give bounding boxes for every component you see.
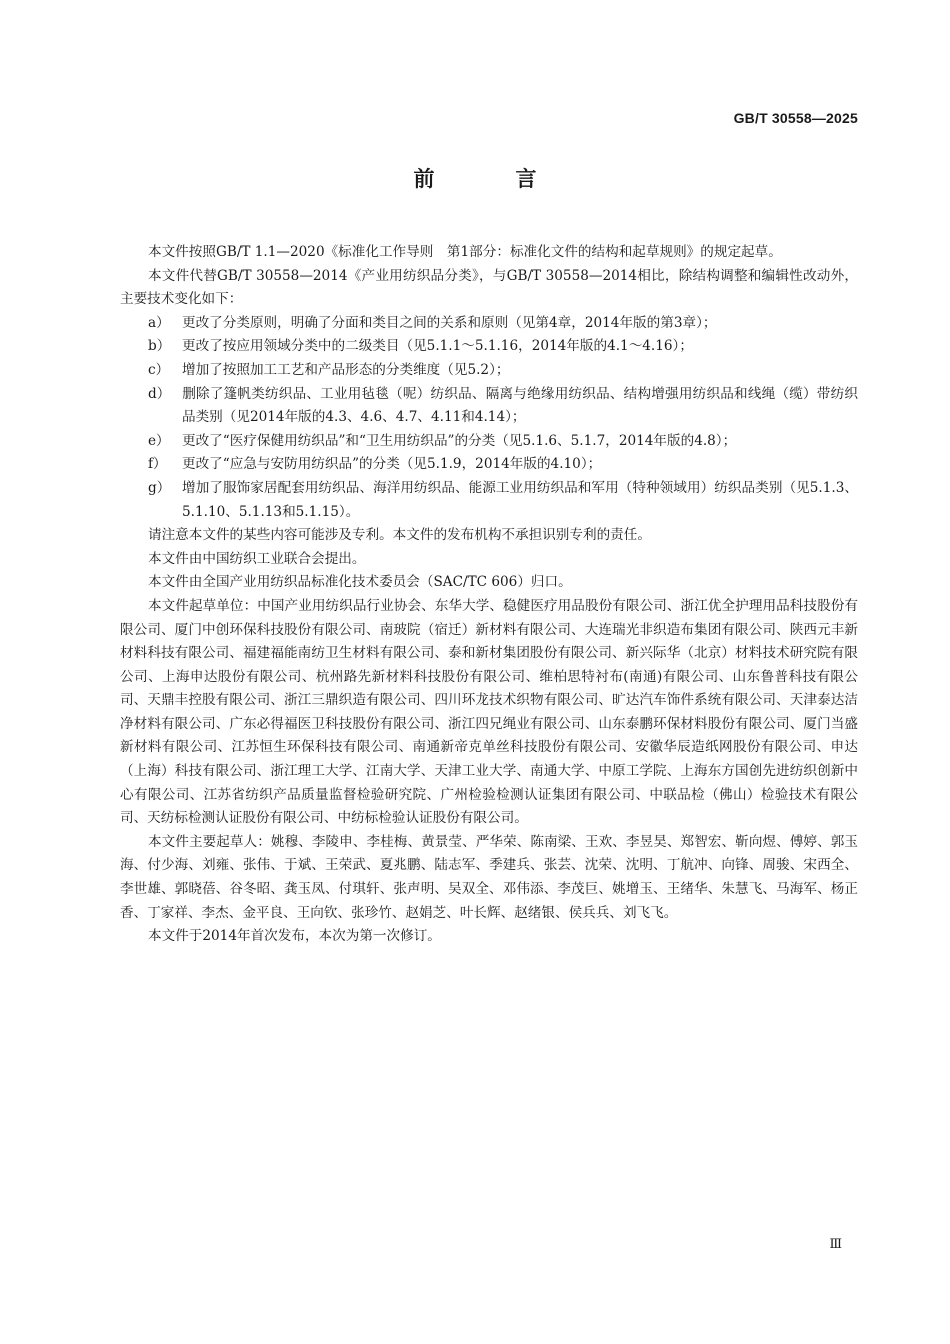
change-item-label: b） <box>148 338 171 355</box>
change-item <box>120 335 858 359</box>
paragraph-proposer: 本文件由中国纺织工业联合会提出。 <box>148 550 366 567</box>
paragraph-replacement: 本文件代替GB/T 30558—2014《产业用纺织品分类》，与GB/T 30558—2014相比，除结构调整和编辑性改动外，主要技术变化如下： <box>120 267 858 308</box>
change-item-text: 更改了“医疗保健用纺织品”和“卫生用纺织品”的分类（见5.1.6、5.1.7，2014年版的4.8）； <box>182 432 737 449</box>
change-item-text: 增加了按照加工工艺和产品形态的分类维度（见5.2）； <box>182 361 510 378</box>
change-item <box>120 383 858 430</box>
change-item <box>120 312 858 336</box>
paragraph-committee: 本文件由全国产业用纺织品标准化技术委员会（SAC/TC 606）归口。 <box>148 574 572 591</box>
change-item <box>120 430 858 454</box>
change-item <box>120 359 858 383</box>
paragraph-patent-notice: 请注意本文件的某些内容可能涉及专利。本文件的发布机构不承担识别专利的责任。 <box>148 527 651 544</box>
change-item-text: 删除了篷帆类纺织品、工业用毡毯（呢）纺织品、隔离与绝缘用纺织品、结构增强用纺织品和线绳（缆）带纺织品类别（见2014年版的4.3、4.6、4.7、4.11和4.14）； <box>182 385 858 426</box>
change-item <box>120 477 858 524</box>
page-number: Ⅲ <box>829 1237 842 1252</box>
change-item-text: 更改了分类原则，明确了分面和类目之间的关系和原则（见第4章，2014年版的第3章）； <box>182 314 717 331</box>
change-item-text: 更改了“应急与安防用纺织品”的分类（见5.1.9，2014年版的4.10）； <box>182 456 602 473</box>
foreword-body <box>120 241 858 949</box>
paragraph-drafters: 本文件主要起草人：姚穆、李陵申、李桂梅、黄景莹、严华荣、陈南梁、王欢、李昱昊、郑智宏、靳向煜、傅婷、郭玉海、付少海、刘雍、张伟、于斌、王荣武、夏兆鹏、陆志军、季建兵、张芸、沈荣、沈明、丁航冲、向锋、周骏、宋西全、李世雄、郭晓蓓、谷冬昭、龚玉凤、付琪轩、张声明、吴双全、邓伟添、李茂巨、姚增玉、王绪华、朱慧飞、马海军、杨正香、丁家祥、李杰、金平良、王向钦、张珍竹、赵娟芝、叶长辉、赵绪银、侯兵兵、刘飞飞。 <box>120 833 858 921</box>
page-title: 前 言 <box>413 167 567 191</box>
paragraph-drafting-rules: 本文件按照GB/T 1.1—2020《标准化工作导则 第1部分：标准化文件的结构和起草规则》的规定起草。 <box>148 244 782 260</box>
change-item-label: d） <box>148 385 171 402</box>
change-item-label: e） <box>148 432 170 449</box>
change-item-label: g） <box>148 479 171 496</box>
change-item-text: 更改了按应用领域分类中的二级类目（见5.1.1～5.1.16，2014年版的4.1～4.16）； <box>182 338 693 355</box>
paragraph-revision-history: 本文件于2014年首次发布，本次为第一次修订。 <box>148 928 441 945</box>
change-item-text: 增加了服饰家居配套用纺织品、海洋用纺织品、能源工业用纺织品和军用（特种领域用）纺织品类别（见5.1.3、5.1.10、5.1.13和5.1.15）。 <box>182 479 858 520</box>
change-item-label: a） <box>148 314 170 331</box>
paragraph-drafting-units: 本文件起草单位：中国产业用纺织品行业协会、东华大学、稳健医疗用品股份有限公司、浙江优全护理用品科技股份有限公司、厦门中创环保科技股份有限公司、南玻院（宿迁）新材料有限公司、大连瑞光非织造布集团有限公司、陕西元丰新材料科技有限公司、福建福能南纺卫生材料有限公司、泰和新材集团股份有限公司、新兴际华（北京）材料技术研究院有限公司、上海申达股份有限公司、杭州路先新材料科技股份有限公司、维柏思特衬布(南通)有限公司、山东鲁普科技有限公司、天鼎丰控股有限公司、浙江三鼎织造有限公司、四川环龙技术织物有限公司、旷达汽车饰件系统有限公司、天津泰达洁净材料有限公司、广东必得福医卫科技股份有限公司、浙江四兄绳业有限公司、山东泰鹏环保材料股份有限公司、厦门当盛新材料有限公司、江苏恒生环保科技有限公司、南通新帝克单丝科技股份有限公司、安徽华辰造纸网股份有限公司、申达（上海）科技有限公司、浙江理工大学、江南大学、天津工业大学、南通大学、中原工学院、上海东方国创先进纺织创新中心有限公司、江苏省纺织产品质量监督检验研究院、广州检验检测认证集团有限公司、中联品检（佛山）检验技术有限公司、天纺标检测认证股份有限公司、中纺标检验认证股份有限公司。 <box>120 597 858 827</box>
change-item-label: f） <box>148 456 167 473</box>
change-item <box>120 453 858 477</box>
standard-code: GB/T 30558—2025 <box>733 110 858 126</box>
change-item-label: c） <box>148 361 170 378</box>
